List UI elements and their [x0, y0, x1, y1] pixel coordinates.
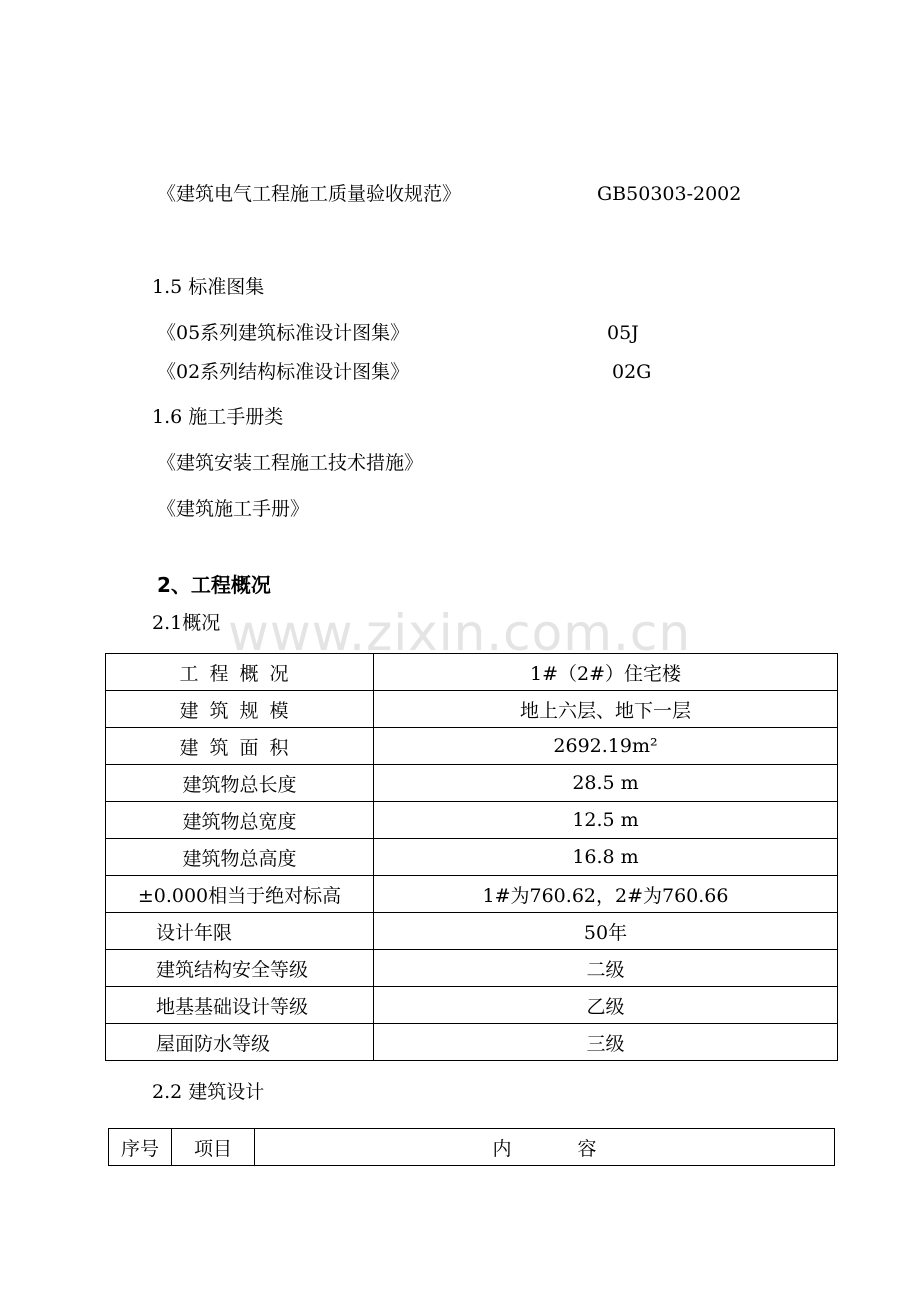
overview-value: 12.5 m [374, 802, 838, 839]
overview-label: 建筑物总高度 [106, 839, 374, 876]
table-row [106, 691, 838, 728]
overview-label: 屋面防水等级 [106, 1024, 374, 1061]
table-row [106, 654, 838, 691]
column-header-item: 项目 [172, 1129, 255, 1166]
section-heading-2: 2、工程概况 [157, 573, 271, 597]
table-row [106, 728, 838, 765]
overview-value: 乙级 [374, 987, 838, 1024]
watermark: www.zixin.com.cn [228, 604, 692, 662]
overview-label: 建筑面积 [106, 728, 374, 765]
overview-value: 二级 [374, 950, 838, 987]
overview-label: 建筑物总宽度 [106, 802, 374, 839]
table-row [106, 839, 838, 876]
architectural-design-table [108, 1128, 835, 1166]
table-row [106, 913, 838, 950]
handbook-title: 《建筑施工手册》 [157, 498, 310, 520]
overview-label: 建筑物总长度 [106, 765, 374, 802]
overview-label: 建筑规模 [106, 691, 374, 728]
section-heading-1-5: 1.5 标准图集 [152, 276, 265, 298]
overview-label: 建筑结构安全等级 [106, 950, 374, 987]
atlas-code: 02G [612, 361, 652, 383]
atlas-code: 05J [607, 322, 639, 344]
overview-value: 1#为760.62，2#为760.66 [374, 876, 838, 913]
overview-label: 工程概况 [106, 654, 374, 691]
column-header-index: 序号 [109, 1129, 172, 1166]
overview-value: 地上六层、地下一层 [374, 691, 838, 728]
table-row [106, 950, 838, 987]
overview-value: 2692.19m² [374, 728, 838, 765]
overview-value: 50年 [374, 913, 838, 950]
overview-label: 设计年限 [106, 913, 374, 950]
section-heading-1-6: 1.6 施工手册类 [152, 406, 284, 428]
table-row [106, 765, 838, 802]
subsection-heading-2-2: 2.2 建筑设计 [152, 1081, 265, 1103]
overview-value: 三级 [374, 1024, 838, 1061]
overview-value: 16.8 m [374, 839, 838, 876]
atlas-title: 《02系列结构标准设计图集》 [157, 361, 410, 383]
atlas-title: 《05系列建筑标准设计图集》 [157, 322, 410, 344]
reference-code: GB50303-2002 [597, 183, 742, 205]
overview-label: ±0.000相当于绝对标高 [106, 876, 374, 913]
project-overview-table [105, 653, 838, 1061]
subsection-heading-2-1: 2.1概况 [152, 612, 221, 634]
reference-title: 《建筑电气工程施工质量验收规范》 [157, 183, 462, 205]
table-header-row [109, 1129, 835, 1166]
overview-value: 1#（2#）住宅楼 [374, 654, 838, 691]
table-row [106, 802, 838, 839]
table-row [106, 987, 838, 1024]
table-row [106, 1024, 838, 1061]
column-header-content: 内 容 [255, 1129, 835, 1166]
table-row [106, 876, 838, 913]
overview-value: 28.5 m [374, 765, 838, 802]
overview-label: 地基基础设计等级 [106, 987, 374, 1024]
handbook-title: 《建筑安装工程施工技术措施》 [157, 452, 424, 474]
